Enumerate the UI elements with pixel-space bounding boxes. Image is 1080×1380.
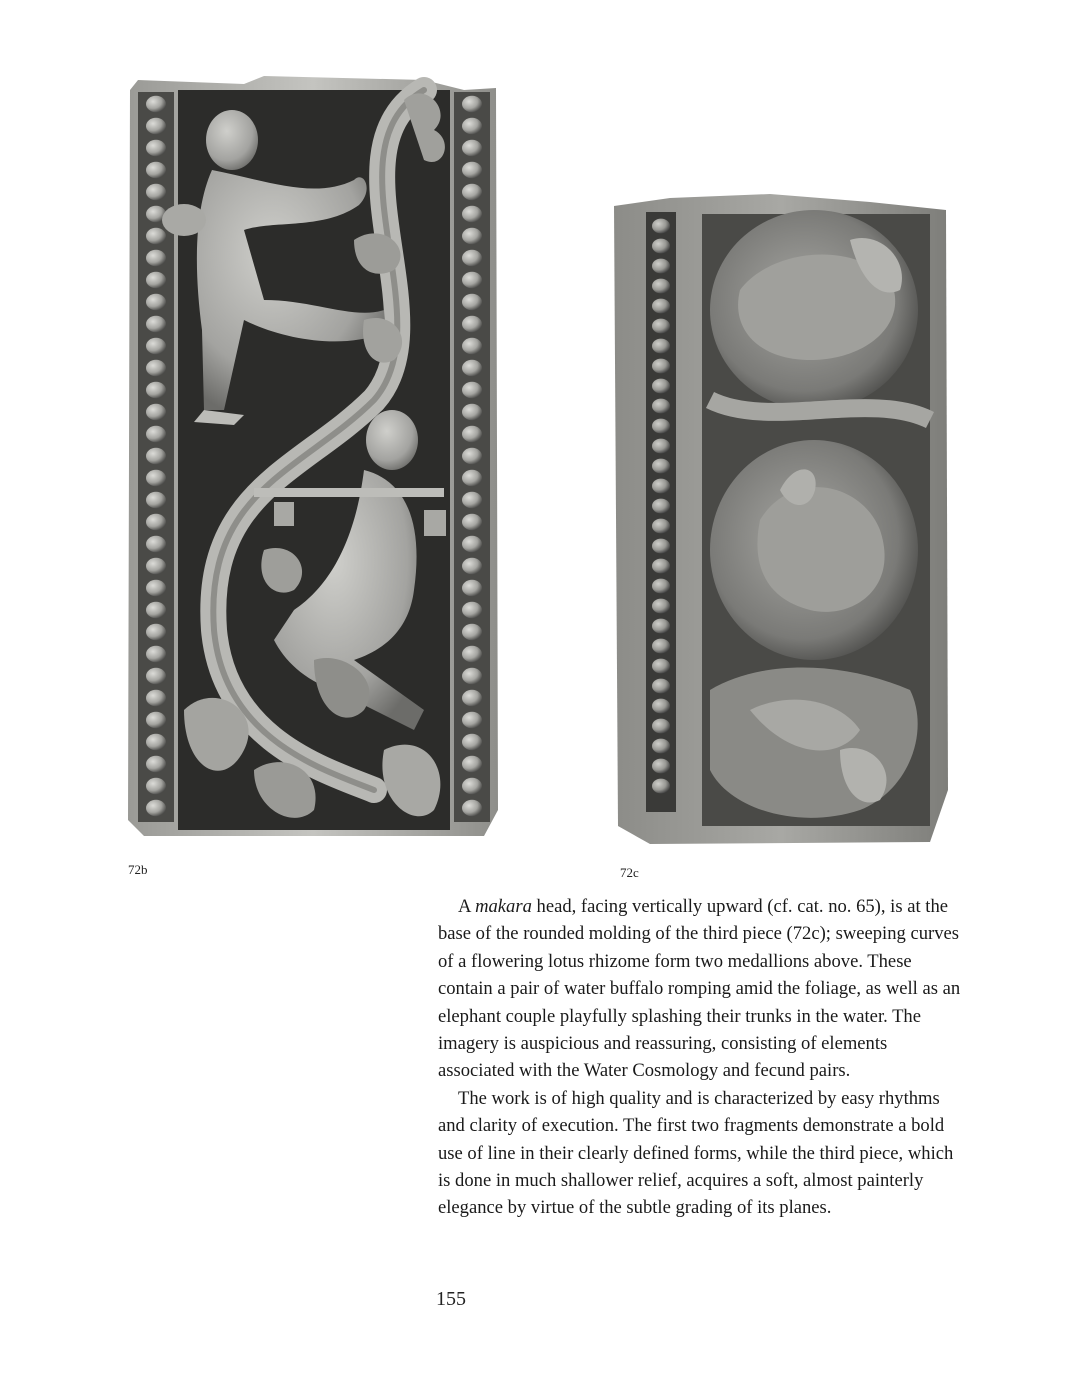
bead-ornament (146, 580, 166, 596)
bead-ornament (652, 619, 670, 634)
bead-ornament (652, 239, 670, 254)
bead-ornament (462, 338, 482, 354)
bead-ornament (462, 294, 482, 310)
bead-ornament (146, 470, 166, 486)
bead-ornament (652, 719, 670, 734)
bead-ornament (146, 184, 166, 200)
bead-ornament (146, 338, 166, 354)
bead-ornament (652, 339, 670, 354)
bead-ornament (462, 470, 482, 486)
bead-ornament (146, 360, 166, 376)
bead-ornament (652, 539, 670, 554)
bead-ornament (652, 519, 670, 534)
bead-ornament (146, 250, 166, 266)
bead-ornament (462, 800, 482, 816)
bead-ornament (462, 756, 482, 772)
relief-panel-72b (124, 70, 502, 840)
bead-ornament (146, 514, 166, 530)
bead-ornament (146, 96, 166, 112)
bead-ornament (462, 228, 482, 244)
plate-72b-photo (124, 70, 502, 840)
bead-ornament (652, 679, 670, 694)
bead-ornament (462, 96, 482, 112)
bead-ornament (146, 624, 166, 640)
bead-ornament (462, 712, 482, 728)
bead-ornament (462, 624, 482, 640)
bead-ornament (462, 382, 482, 398)
bead-ornament (462, 316, 482, 332)
bead-ornament (652, 479, 670, 494)
bead-ornament (652, 399, 670, 414)
bead-ornament (146, 404, 166, 420)
bead-ornament (146, 734, 166, 750)
bead-ornament (652, 439, 670, 454)
bead-ornament (462, 690, 482, 706)
bead-ornament (652, 419, 670, 434)
bead-ornament (146, 162, 166, 178)
bead-ornament (462, 360, 482, 376)
bead-ornament (146, 382, 166, 398)
bead-ornament (462, 778, 482, 794)
bead-ornament (462, 250, 482, 266)
bead-ornament (652, 259, 670, 274)
bead-ornament (652, 219, 670, 234)
bead-ornament (652, 579, 670, 594)
bead-ornament (652, 379, 670, 394)
bead-ornament (652, 779, 670, 794)
bead-ornament (462, 492, 482, 508)
bead-ornament (146, 800, 166, 816)
bead-ornament (146, 426, 166, 442)
bead-ornament (462, 426, 482, 442)
bead-ornament (146, 294, 166, 310)
bead-ornament (462, 448, 482, 464)
bead-ornament (146, 778, 166, 794)
bead-ornament (146, 492, 166, 508)
bead-ornament (652, 319, 670, 334)
bead-ornament (462, 140, 482, 156)
bead-ornament (462, 536, 482, 552)
bead-ornament (462, 118, 482, 134)
bead-ornament (146, 558, 166, 574)
plate-caption-72b: 72b (128, 862, 148, 877)
bead-ornament (146, 316, 166, 332)
bead-ornament (652, 499, 670, 514)
bead-ornament (146, 602, 166, 618)
bead-ornament (462, 272, 482, 288)
bead-ornament (146, 668, 166, 684)
plate-72c-photo (610, 190, 950, 848)
bead-ornament (652, 299, 670, 314)
bead-ornament (462, 558, 482, 574)
bead-ornament (462, 184, 482, 200)
term-makara: makara (475, 896, 532, 917)
bead-ornament (146, 272, 166, 288)
bead-ornament (652, 359, 670, 374)
plate-caption-72c: 72c (620, 865, 639, 880)
body-text (438, 893, 966, 1222)
bead-ornament (146, 228, 166, 244)
bead-ornament (146, 118, 166, 134)
bead-ornament (462, 734, 482, 750)
bead-ornament (652, 279, 670, 294)
bead-ornament (146, 448, 166, 464)
bead-ornament (462, 668, 482, 684)
bead-ornament (652, 659, 670, 674)
bead-ornament (146, 712, 166, 728)
bead-ornament (462, 206, 482, 222)
bead-ornament (146, 646, 166, 662)
bead-ornament (652, 699, 670, 714)
bead-ornament (462, 602, 482, 618)
bead-ornament (652, 639, 670, 654)
bead-ornament (146, 690, 166, 706)
bead-ornament (146, 140, 166, 156)
bead-ornament (462, 404, 482, 420)
relief-panel-72c (610, 190, 950, 848)
bead-ornament (652, 759, 670, 774)
page-number: 155 (436, 1288, 466, 1310)
bead-ornament (652, 599, 670, 614)
bead-ornament (652, 559, 670, 574)
paragraph-makara: A makara head, facing vertically upward (cf. cat. no. 65), is at the base of the rounded molding of the third piece (72c); sweeping curves of a flowering lotus rhizome form two medallions above. These contain a pair of water buffalo romping amid the foliage, as well as an elephant couple playfully splashing their trunks in the water. The imagery is auspicious and reassuring, consisting of elements associated with the Water Cosmology and fecund pairs. (438, 896, 961, 1082)
bead-ornament (146, 756, 166, 772)
bead-ornament (652, 459, 670, 474)
bead-ornament (462, 514, 482, 530)
bead-ornament (462, 646, 482, 662)
bead-ornament (652, 739, 670, 754)
bead-ornament (146, 536, 166, 552)
bead-ornament (462, 162, 482, 178)
bead-ornament (462, 580, 482, 596)
paragraph-quality: The work is of high quality and is characterized by easy rhythms and clarity of execution. The first two fragments demonstrate a bold use of line in their clearly defined forms, while the third piece, which is done in much shallower relief, acquires a soft, almost painterly elegance by virtue of the subtle grading of its planes. (438, 1087, 954, 1219)
